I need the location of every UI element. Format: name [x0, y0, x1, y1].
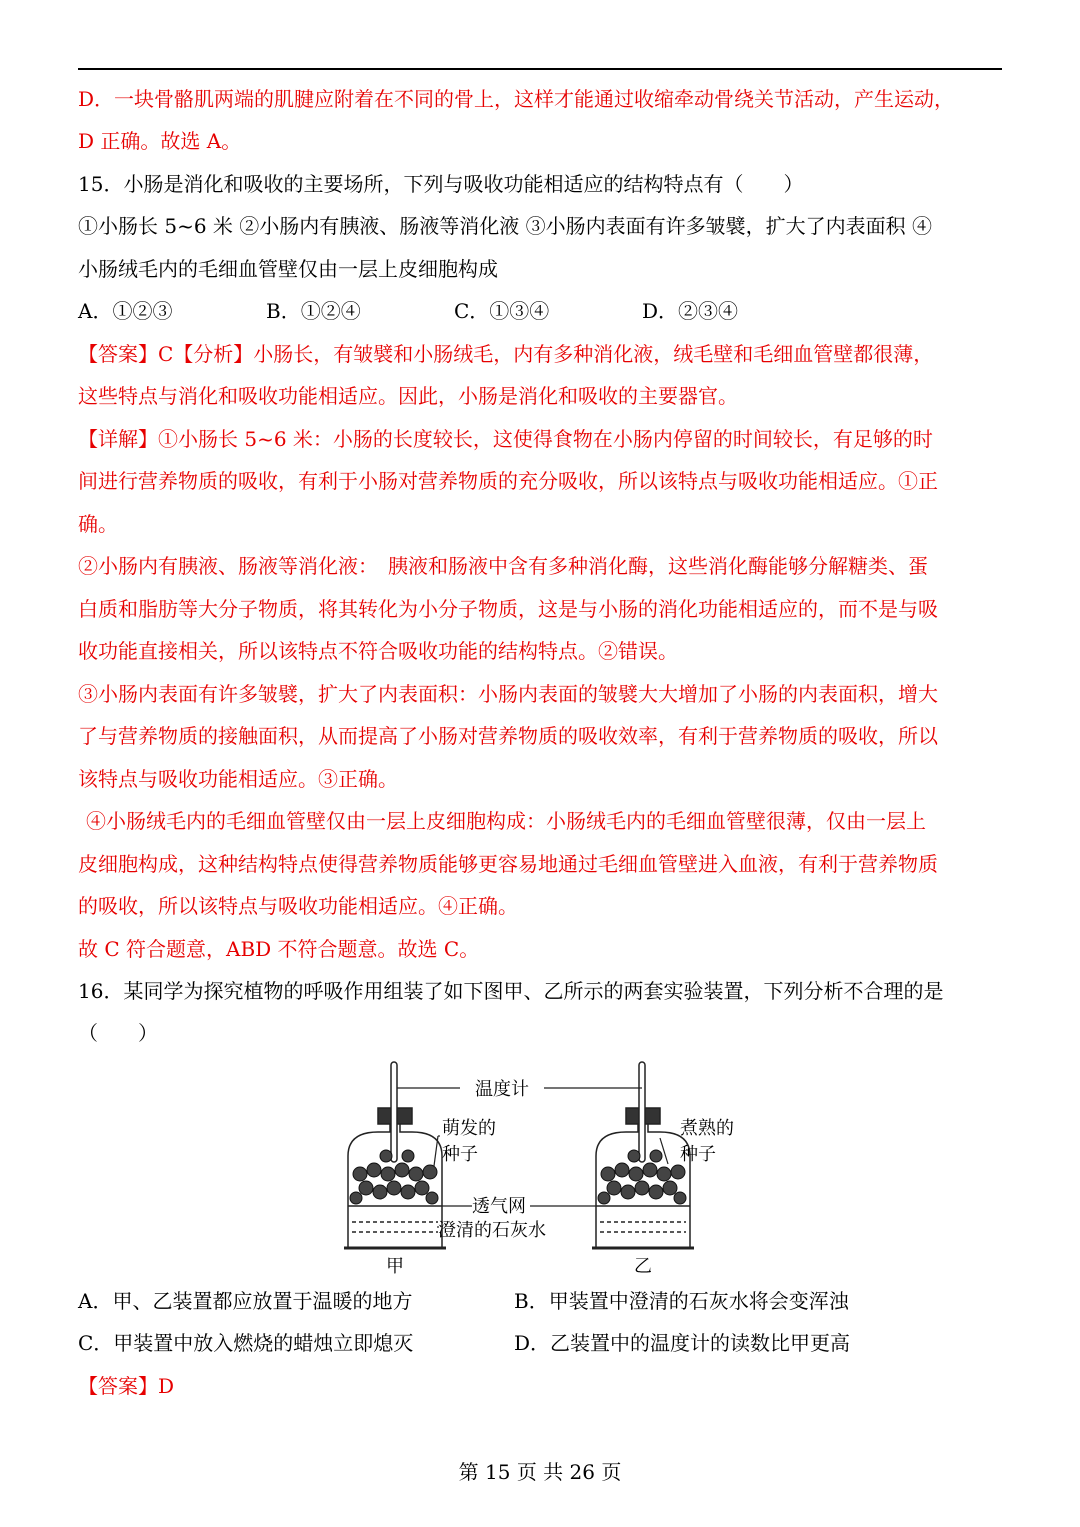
question-16-stem: 16．某同学为探究植物的呼吸作用组装了如下图甲、乙所示的两套实验装置，下列分析不合理的是 — [78, 979, 944, 1003]
answer-detail-line: 白质和脂肪等大分子物质，将其转化为小分子物质，这是与小肠的消化功能相适应的，而不是与吸 — [78, 597, 938, 621]
answer-conclusion-line: 故 C 符合题意，ABD 不符合题意。故选 C。 — [78, 937, 480, 961]
answer-detail-line: ③小肠内表面有许多皱襞，扩大了内表面积：小肠内表面的皱襞大大增加了小肠的内表面积，增大 — [78, 682, 938, 706]
boiled-seeds-label: 种子 — [680, 1144, 716, 1164]
boiled-seeds-label: 煮熟的 — [680, 1118, 734, 1138]
question-15-stem: 15．小肠是消化和吸收的主要场所，下列与吸收功能相适应的结构特点有（ ） — [78, 172, 804, 196]
sprouting-seeds-label: 种子 — [442, 1144, 478, 1164]
question-16-stem: （ ） — [78, 1021, 158, 1045]
question-15-option-c: C．①③④ — [454, 299, 550, 323]
jar-b-apparatus — [592, 1062, 694, 1248]
answer-detail-line: 的吸收，所以该特点与吸收功能相适应。④正确。 — [78, 894, 518, 918]
answer-detail-line: 确。 — [78, 512, 118, 536]
answer-analysis-line: 【答案】C【分析】小肠长，有皱襞和小肠绒毛，内有多种消化液，绒毛壁和毛细血管壁都很薄， — [78, 342, 934, 366]
prev-answer-line: D 正确。故选 A。 — [78, 129, 242, 153]
question-16-option-d: D．乙装置中的温度计的读数比甲更高 — [514, 1331, 851, 1355]
jar-a-label: 甲 — [386, 1256, 404, 1276]
sprouting-seeds-label: 萌发的 — [442, 1118, 496, 1138]
answer-analysis-line: 这些特点与消化和吸收功能相适应。因此，小肠是消化和吸收的主要器官。 — [78, 384, 738, 408]
question-16-option-a: A．甲、乙装置都应放置于温暖的地方 — [78, 1289, 413, 1313]
question-15-option-a: A．①②③ — [78, 299, 173, 323]
prev-answer-line: D．一块骨骼肌两端的肌腱应附着在不同的骨上，这样才能通过收缩牵动骨绕关节活动，产生运动， — [78, 87, 955, 111]
answer-detail-line: 间进行营养物质的吸收，有利于小肠对营养物质的充分吸收，所以该特点与吸收功能相适应。①正 — [78, 469, 938, 493]
experiment-apparatus-figure — [338, 1056, 748, 1278]
answer-detail-line: 皮细胞构成，这种结构特点使得营养物质能够更容易地通过毛细血管壁进入血液，有利于营养物质 — [78, 852, 938, 876]
jar-a-apparatus — [344, 1062, 446, 1248]
answer-detail-line: 了与营养物质的接触面积，从而提高了小肠对营养物质的吸收效率，有利于营养物质的吸收，所以 — [78, 724, 938, 748]
question-16-option-c: C．甲装置中放入燃烧的蜡烛立即熄灭 — [78, 1331, 414, 1355]
answer-detail-line: ④小肠绒毛内的毛细血管壁仅由一层上皮细胞构成：小肠绒毛内的毛细血管壁很薄，仅由一层上 — [86, 809, 926, 833]
answer-detail-line: 【详解】①小肠长 5~6 米：小肠的长度较长，这使得食物在小肠内停留的时间较长，有足够的时 — [78, 427, 933, 451]
question-15-option-d: D．②③④ — [642, 299, 739, 323]
question-15-option-b: B．①②④ — [266, 299, 361, 323]
thermometer-label: 温度计 — [475, 1079, 529, 1099]
header-rule — [78, 68, 1002, 70]
question-15-items: ①小肠长 5~6 米 ②小肠内有胰液、肠液等消化液 ③小肠内表面有许多皱襞，扩大了内表面积 ④ — [78, 214, 932, 238]
limewater-label: 澄清的石灰水 — [438, 1220, 546, 1240]
answer-detail-line: 收功能直接相关，所以该特点不符合吸收功能的结构特点。②错误。 — [78, 639, 678, 663]
answer-detail-line: 该特点与吸收功能相适应。③正确。 — [78, 767, 398, 791]
page-footer: 第 15 页 共 26 页 — [458, 1460, 622, 1484]
mesh-label: 透气网 — [472, 1196, 526, 1216]
question-16-answer: 【答案】D — [78, 1374, 175, 1398]
question-16-option-b: B．甲装置中澄清的石灰水将会变浑浊 — [514, 1289, 849, 1313]
answer-detail-line: ②小肠内有胰液、肠液等消化液： 胰液和肠液中含有多种消化酶，这些消化酶能够分解糖类、蛋 — [78, 554, 928, 578]
jar-b-label: 乙 — [634, 1256, 652, 1276]
question-15-items: 小肠绒毛内的毛细血管壁仅由一层上皮细胞构成 — [78, 257, 498, 281]
